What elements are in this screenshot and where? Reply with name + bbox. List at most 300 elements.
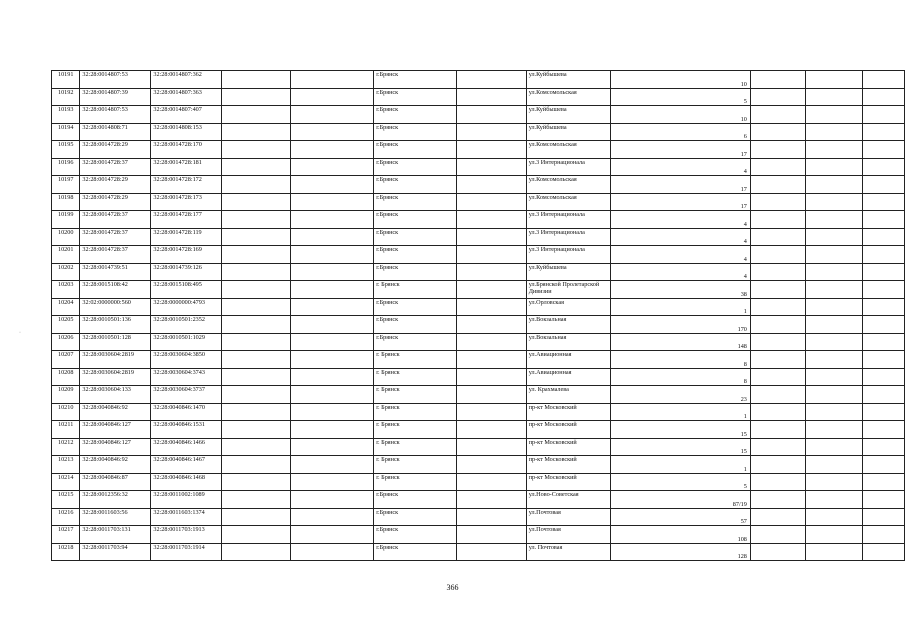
street: ул.Вокзальная bbox=[526, 333, 611, 351]
empty-cell bbox=[750, 368, 805, 386]
empty-cell bbox=[290, 123, 373, 141]
table-row bbox=[52, 543, 905, 561]
empty-cell bbox=[750, 88, 805, 106]
row-number: 10210 bbox=[52, 403, 80, 421]
empty-cell bbox=[862, 211, 904, 229]
street: пр-кт Московский bbox=[526, 438, 611, 456]
empty-cell bbox=[750, 473, 805, 491]
empty-cell bbox=[290, 316, 373, 334]
empty-cell bbox=[862, 473, 904, 491]
house-number: 170 bbox=[611, 316, 750, 334]
table-row bbox=[52, 386, 905, 404]
street: ул.Орловская bbox=[526, 298, 611, 316]
street: ул.Куйбышева bbox=[526, 71, 611, 89]
street: ул. Крахмалева bbox=[526, 386, 611, 404]
house-number: 5 bbox=[611, 88, 750, 106]
table-body bbox=[52, 71, 905, 561]
empty-cell bbox=[750, 526, 805, 544]
empty-cell bbox=[806, 71, 862, 89]
locality: г. Брянск bbox=[374, 438, 457, 456]
empty-cell bbox=[222, 123, 290, 141]
empty-cell bbox=[750, 298, 805, 316]
house-number: 1 bbox=[611, 298, 750, 316]
empty-cell bbox=[806, 526, 862, 544]
empty-cell bbox=[806, 316, 862, 334]
cadastral-number-parcel: 32:28:0010501:136 bbox=[80, 316, 151, 334]
empty-cell bbox=[806, 456, 862, 474]
house-number: 57 bbox=[611, 508, 750, 526]
empty-cell bbox=[806, 263, 862, 281]
row-number: 10206 bbox=[52, 333, 80, 351]
row-number: 10197 bbox=[52, 176, 80, 194]
empty-cell bbox=[862, 491, 904, 509]
empty-cell bbox=[222, 368, 290, 386]
street: ул.Куйбышева bbox=[526, 263, 611, 281]
locality: г. Брянск bbox=[374, 403, 457, 421]
street: пр-кт Московский bbox=[526, 403, 611, 421]
table-row bbox=[52, 246, 905, 264]
empty-cell bbox=[222, 491, 290, 509]
empty-cell bbox=[750, 106, 805, 124]
empty-cell bbox=[862, 351, 904, 369]
cadastral-number-parcel: 32:28:0014807:39 bbox=[80, 88, 151, 106]
empty-cell bbox=[290, 298, 373, 316]
locality: г. Брянск bbox=[374, 421, 457, 439]
empty-cell bbox=[290, 526, 373, 544]
empty-cell bbox=[290, 368, 373, 386]
empty-cell bbox=[806, 438, 862, 456]
empty-cell bbox=[457, 473, 526, 491]
house-number: 4 bbox=[611, 211, 750, 229]
row-number: 10194 bbox=[52, 123, 80, 141]
house-number: 17 bbox=[611, 193, 750, 211]
empty-cell bbox=[222, 386, 290, 404]
empty-cell bbox=[457, 193, 526, 211]
cadastral-number-parcel: 32:28:0012356:32 bbox=[80, 491, 151, 509]
empty-cell bbox=[290, 386, 373, 404]
cadastral-number-parcel: 32:28:0014728:37 bbox=[80, 228, 151, 246]
empty-cell bbox=[290, 543, 373, 561]
empty-cell bbox=[457, 403, 526, 421]
empty-cell bbox=[806, 298, 862, 316]
street: пр-кт Московский bbox=[526, 456, 611, 474]
locality: г.Брянск bbox=[374, 141, 457, 159]
street: ул.Ново-Советская bbox=[526, 491, 611, 509]
street: ул.3 Интернационала bbox=[526, 228, 611, 246]
row-number: 10196 bbox=[52, 158, 80, 176]
empty-cell bbox=[750, 421, 805, 439]
cadastral-number-object: 32:28:0014728:177 bbox=[151, 211, 222, 229]
empty-cell bbox=[222, 298, 290, 316]
locality: г.Брянск bbox=[374, 508, 457, 526]
row-number: 10203 bbox=[52, 281, 80, 299]
empty-cell bbox=[222, 456, 290, 474]
empty-cell bbox=[806, 158, 862, 176]
street: ул.Куйбышева bbox=[526, 106, 611, 124]
row-number: 10202 bbox=[52, 263, 80, 281]
locality: г. Брянск bbox=[374, 386, 457, 404]
empty-cell bbox=[862, 333, 904, 351]
cadastral-number-object: 32:28:0040846:1468 bbox=[151, 473, 222, 491]
empty-cell bbox=[750, 281, 805, 299]
row-number: 10207 bbox=[52, 351, 80, 369]
empty-cell bbox=[222, 421, 290, 439]
empty-cell bbox=[457, 333, 526, 351]
locality: г. Брянск bbox=[374, 368, 457, 386]
empty-cell bbox=[806, 88, 862, 106]
row-number: 10212 bbox=[52, 438, 80, 456]
house-number: 6 bbox=[611, 123, 750, 141]
table-row bbox=[52, 141, 905, 159]
cadastral-number-object: 32:28:0014728:169 bbox=[151, 246, 222, 264]
empty-cell bbox=[862, 403, 904, 421]
house-number: 17 bbox=[611, 141, 750, 159]
empty-cell bbox=[862, 386, 904, 404]
locality: г. Брянск bbox=[374, 281, 457, 299]
cadastral-number-parcel: 32:28:0015108:42 bbox=[80, 281, 151, 299]
empty-cell bbox=[457, 543, 526, 561]
street: ул.Комсомольская bbox=[526, 176, 611, 194]
table-row bbox=[52, 438, 905, 456]
empty-cell bbox=[457, 438, 526, 456]
empty-cell bbox=[222, 508, 290, 526]
house-number: 148 bbox=[611, 333, 750, 351]
cadastral-number-object: 32:28:0014807:363 bbox=[151, 88, 222, 106]
table-row bbox=[52, 421, 905, 439]
page-number: 366 bbox=[446, 583, 459, 592]
cadastral-number-parcel: 32:28:0014728:37 bbox=[80, 211, 151, 229]
empty-cell bbox=[290, 403, 373, 421]
empty-cell bbox=[457, 298, 526, 316]
table-row bbox=[52, 491, 905, 509]
empty-cell bbox=[806, 333, 862, 351]
empty-cell bbox=[806, 351, 862, 369]
house-number: 15 bbox=[611, 421, 750, 439]
street: ул.Куйбышева bbox=[526, 123, 611, 141]
house-number: 1 bbox=[611, 456, 750, 474]
cadastral-number-parcel: 32:28:0030604:133 bbox=[80, 386, 151, 404]
cadastral-number-parcel: 32:28:0040846:92 bbox=[80, 403, 151, 421]
empty-cell bbox=[862, 368, 904, 386]
street: пр-кт Московский bbox=[526, 473, 611, 491]
street: ул.Комсомольская bbox=[526, 193, 611, 211]
cadastral-number-object: 32:28:0014807:407 bbox=[151, 106, 222, 124]
row-number: 10191 bbox=[52, 71, 80, 89]
table-row bbox=[52, 368, 905, 386]
empty-cell bbox=[290, 263, 373, 281]
empty-cell bbox=[862, 158, 904, 176]
empty-cell bbox=[290, 508, 373, 526]
table-row bbox=[52, 193, 905, 211]
street: ул.3 Интернационала bbox=[526, 246, 611, 264]
table-row bbox=[52, 158, 905, 176]
cadastral-table bbox=[51, 70, 905, 561]
empty-cell bbox=[290, 473, 373, 491]
row-number: 10204 bbox=[52, 298, 80, 316]
empty-cell bbox=[862, 193, 904, 211]
cadastral-number-parcel: 32:28:0014728:37 bbox=[80, 246, 151, 264]
empty-cell bbox=[862, 106, 904, 124]
cadastral-number-parcel: 32:28:0014728:37 bbox=[80, 158, 151, 176]
empty-cell bbox=[290, 456, 373, 474]
cadastral-number-parcel: 32:28:0040846:87 bbox=[80, 473, 151, 491]
table-row bbox=[52, 473, 905, 491]
street: ул.Авиационная bbox=[526, 368, 611, 386]
cadastral-number-parcel: 32:28:0030604:2819 bbox=[80, 368, 151, 386]
cadastral-number-parcel: 32:28:0014728:29 bbox=[80, 141, 151, 159]
empty-cell bbox=[290, 176, 373, 194]
empty-cell bbox=[862, 228, 904, 246]
cadastral-number-parcel: 32:28:0014808:71 bbox=[80, 123, 151, 141]
row-number: 10198 bbox=[52, 193, 80, 211]
cadastral-number-object: 32:28:0014728:170 bbox=[151, 141, 222, 159]
empty-cell bbox=[222, 193, 290, 211]
empty-cell bbox=[457, 123, 526, 141]
empty-cell bbox=[862, 543, 904, 561]
street: пр-кт Московский bbox=[526, 421, 611, 439]
empty-cell bbox=[862, 316, 904, 334]
table-row bbox=[52, 333, 905, 351]
empty-cell bbox=[457, 176, 526, 194]
empty-cell bbox=[457, 246, 526, 264]
locality: г.Брянск bbox=[374, 298, 457, 316]
empty-cell bbox=[750, 193, 805, 211]
empty-cell bbox=[290, 246, 373, 264]
street: ул.3 Интернационала bbox=[526, 158, 611, 176]
row-number: 10201 bbox=[52, 246, 80, 264]
cadastral-number-object: 32:28:0014808:153 bbox=[151, 123, 222, 141]
empty-cell bbox=[862, 71, 904, 89]
empty-cell bbox=[457, 228, 526, 246]
empty-cell bbox=[862, 263, 904, 281]
empty-cell bbox=[806, 473, 862, 491]
house-number: 4 bbox=[611, 228, 750, 246]
house-number: 4 bbox=[611, 263, 750, 281]
empty-cell bbox=[290, 281, 373, 299]
cadastral-number-parcel: 32:28:0014739:51 bbox=[80, 263, 151, 281]
empty-cell bbox=[222, 526, 290, 544]
empty-cell bbox=[862, 438, 904, 456]
cadastral-number-object: 32:28:0011603:1374 bbox=[151, 508, 222, 526]
house-number: 23 bbox=[611, 386, 750, 404]
empty-cell bbox=[862, 526, 904, 544]
locality: г.Брянск bbox=[374, 526, 457, 544]
empty-cell bbox=[806, 211, 862, 229]
empty-cell bbox=[806, 403, 862, 421]
empty-cell bbox=[290, 211, 373, 229]
street: ул.Комсомольская bbox=[526, 88, 611, 106]
house-number: 5 bbox=[611, 473, 750, 491]
empty-cell bbox=[750, 386, 805, 404]
empty-cell bbox=[457, 316, 526, 334]
street: ул.3 Интернационала bbox=[526, 211, 611, 229]
empty-cell bbox=[457, 491, 526, 509]
cadastral-number-parcel: 32:28:0010501:128 bbox=[80, 333, 151, 351]
empty-cell bbox=[222, 158, 290, 176]
cadastral-number-object: 32:28:0015108:495 bbox=[151, 281, 222, 299]
row-number: 10193 bbox=[52, 106, 80, 124]
row-number: 10211 bbox=[52, 421, 80, 439]
empty-cell bbox=[222, 246, 290, 264]
row-number: 10199 bbox=[52, 211, 80, 229]
cadastral-number-object: 32:28:0011703:1913 bbox=[151, 526, 222, 544]
cadastral-number-parcel: 32:28:0014728:29 bbox=[80, 193, 151, 211]
row-number: 10209 bbox=[52, 386, 80, 404]
empty-cell bbox=[862, 298, 904, 316]
empty-cell bbox=[457, 106, 526, 124]
cadastral-number-object: 32:28:0014728:181 bbox=[151, 158, 222, 176]
empty-cell bbox=[806, 141, 862, 159]
cadastral-number-parcel: 32:28:0011703:131 bbox=[80, 526, 151, 544]
table-row bbox=[52, 298, 905, 316]
cadastral-number-parcel: 32:28:0011703:94 bbox=[80, 543, 151, 561]
empty-cell bbox=[290, 71, 373, 89]
cadastral-number-object: 32:28:0040846:1531 bbox=[151, 421, 222, 439]
table-row bbox=[52, 456, 905, 474]
empty-cell bbox=[750, 456, 805, 474]
empty-cell bbox=[750, 141, 805, 159]
locality: г.Брянск bbox=[374, 333, 457, 351]
empty-cell bbox=[862, 456, 904, 474]
cadastral-number-object: 32:28:0014739:126 bbox=[151, 263, 222, 281]
empty-cell bbox=[806, 491, 862, 509]
empty-cell bbox=[222, 316, 290, 334]
empty-cell bbox=[862, 123, 904, 141]
empty-cell bbox=[750, 211, 805, 229]
locality: г. Брянск bbox=[374, 473, 457, 491]
row-number: 10214 bbox=[52, 473, 80, 491]
locality: г.Брянск bbox=[374, 71, 457, 89]
empty-cell bbox=[750, 158, 805, 176]
empty-cell bbox=[222, 543, 290, 561]
cadastral-number-object: 32:28:0014728:119 bbox=[151, 228, 222, 246]
locality: г.Брянск bbox=[374, 123, 457, 141]
cadastral-number-parcel: 32:28:0030604:2819 bbox=[80, 351, 151, 369]
empty-cell bbox=[290, 333, 373, 351]
cadastral-number-parcel: 32:28:0040846:127 bbox=[80, 438, 151, 456]
cadastral-number-object: 32:28:0014728:173 bbox=[151, 193, 222, 211]
empty-cell bbox=[222, 473, 290, 491]
empty-cell bbox=[806, 228, 862, 246]
empty-cell bbox=[290, 141, 373, 159]
empty-cell bbox=[457, 421, 526, 439]
table-row bbox=[52, 123, 905, 141]
empty-cell bbox=[222, 71, 290, 89]
empty-cell bbox=[222, 438, 290, 456]
locality: г.Брянск bbox=[374, 263, 457, 281]
empty-cell bbox=[222, 263, 290, 281]
house-number: 8 bbox=[611, 368, 750, 386]
empty-cell bbox=[457, 71, 526, 89]
house-number: 128 bbox=[611, 543, 750, 561]
row-number: 10215 bbox=[52, 491, 80, 509]
empty-cell bbox=[806, 193, 862, 211]
empty-cell bbox=[806, 106, 862, 124]
empty-cell bbox=[222, 106, 290, 124]
locality: г.Брянск bbox=[374, 106, 457, 124]
cadastral-number-parcel: 32:02:0000000:560 bbox=[80, 298, 151, 316]
cadastral-number-object: 32:28:0014728:172 bbox=[151, 176, 222, 194]
empty-cell bbox=[457, 368, 526, 386]
empty-cell bbox=[222, 403, 290, 421]
empty-cell bbox=[457, 141, 526, 159]
street: ул.Брянской Пролетарской Дивизии bbox=[526, 281, 611, 299]
house-number: 17 bbox=[611, 176, 750, 194]
locality: г. Брянск bbox=[374, 456, 457, 474]
empty-cell bbox=[806, 543, 862, 561]
street: ул.Комсомольская bbox=[526, 141, 611, 159]
street: ул. Почтовая bbox=[526, 543, 611, 561]
cadastral-number-object: 32:28:0040846:1470 bbox=[151, 403, 222, 421]
row-number: 10195 bbox=[52, 141, 80, 159]
empty-cell bbox=[806, 281, 862, 299]
empty-cell bbox=[750, 543, 805, 561]
empty-cell bbox=[862, 246, 904, 264]
locality: г. Брянск bbox=[374, 351, 457, 369]
house-number: 87/19 bbox=[611, 491, 750, 509]
table-row bbox=[52, 403, 905, 421]
street: ул.Авиационная bbox=[526, 351, 611, 369]
house-number: 4 bbox=[611, 246, 750, 264]
empty-cell bbox=[806, 368, 862, 386]
street: ул.Вокзальная bbox=[526, 316, 611, 334]
cadastral-number-parcel: 32:28:0014728:29 bbox=[80, 176, 151, 194]
house-number: 1 bbox=[611, 403, 750, 421]
locality: г.Брянск bbox=[374, 158, 457, 176]
empty-cell bbox=[290, 193, 373, 211]
locality: г.Брянск bbox=[374, 246, 457, 264]
empty-cell bbox=[457, 88, 526, 106]
street: ул.Почтовая bbox=[526, 526, 611, 544]
empty-cell bbox=[750, 246, 805, 264]
empty-cell bbox=[806, 123, 862, 141]
empty-cell bbox=[457, 508, 526, 526]
empty-cell bbox=[750, 176, 805, 194]
empty-cell bbox=[862, 281, 904, 299]
house-number: 4 bbox=[611, 158, 750, 176]
empty-cell bbox=[862, 176, 904, 194]
street: ул.Почтовая bbox=[526, 508, 611, 526]
cadastral-number-object: 32:28:0011002:1089 bbox=[151, 491, 222, 509]
empty-cell bbox=[222, 211, 290, 229]
house-number: 10 bbox=[611, 71, 750, 89]
empty-cell bbox=[806, 508, 862, 526]
margin-mark: · bbox=[19, 330, 21, 336]
empty-cell bbox=[862, 421, 904, 439]
table-row bbox=[52, 351, 905, 369]
empty-cell bbox=[290, 438, 373, 456]
empty-cell bbox=[222, 176, 290, 194]
locality: г.Брянск bbox=[374, 211, 457, 229]
row-number: 10208 bbox=[52, 368, 80, 386]
empty-cell bbox=[750, 263, 805, 281]
locality: г.Брянск bbox=[374, 176, 457, 194]
table-row bbox=[52, 508, 905, 526]
row-number: 10217 bbox=[52, 526, 80, 544]
empty-cell bbox=[862, 88, 904, 106]
locality: г.Брянск bbox=[374, 228, 457, 246]
empty-cell bbox=[862, 141, 904, 159]
cadastral-number-parcel: 32:28:0014807:53 bbox=[80, 71, 151, 89]
empty-cell bbox=[862, 508, 904, 526]
empty-cell bbox=[750, 508, 805, 526]
empty-cell bbox=[222, 88, 290, 106]
empty-cell bbox=[457, 456, 526, 474]
empty-cell bbox=[750, 71, 805, 89]
table-row bbox=[52, 211, 905, 229]
empty-cell bbox=[750, 438, 805, 456]
empty-cell bbox=[290, 228, 373, 246]
